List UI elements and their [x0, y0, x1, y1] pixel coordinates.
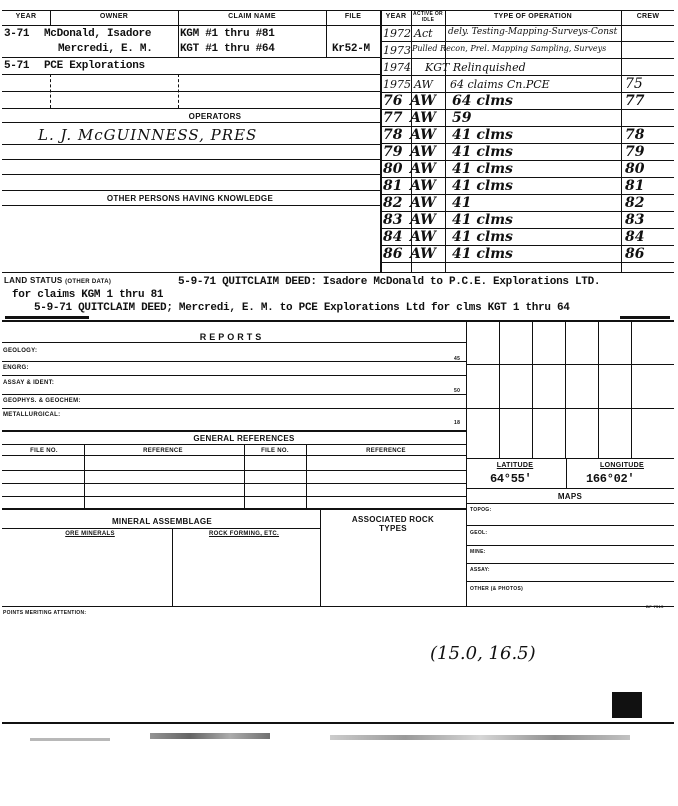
op-7-type: 41 clms	[452, 127, 513, 143]
op-4-crew: 75	[625, 76, 643, 92]
op-8-active: AW	[410, 144, 436, 160]
scan-smudge-1	[150, 733, 270, 739]
scan-smudge-3	[30, 738, 110, 741]
op-2-year: 1973	[383, 44, 411, 57]
reports-assay-num: 50	[454, 388, 461, 394]
owner-row-2-file: Kr52-M	[332, 43, 370, 55]
op-4-type: 64 claims Cn.PCE	[450, 78, 550, 91]
longitude-label: LONGITUDE	[600, 462, 644, 469]
op-6-type: 59	[452, 110, 472, 126]
owner-row-1-owner: McDonald, Isadore	[44, 28, 152, 40]
op-12-year: 83	[383, 212, 403, 228]
gen-ref-file-no-1: FILE NO.	[30, 448, 58, 454]
op-1-type: dely. Testing-Mapping-Surveys-Const	[448, 27, 618, 37]
land-status-line3: 5-9-71 QUITCLAIM DEED; Mercredi, E. M. to PCE Explorations Ltd for clms KGT 1 thru 64	[34, 302, 570, 314]
op-10-active: AW	[410, 178, 436, 194]
rock-forming-label: ROCK FORMING, ETC.	[208, 531, 280, 537]
reports-geology-num: 45	[454, 356, 461, 362]
op-6-year: 77	[383, 110, 403, 126]
gen-ref-file-no-2: FILE NO.	[261, 448, 289, 454]
op-1-year: 1972	[383, 27, 411, 40]
op-11-year: 82	[383, 195, 403, 211]
op-2-type: Pulled Recon, Prel. Mapping Sampling, Surveys	[412, 44, 607, 53]
op-13-active: AW	[410, 229, 436, 245]
form-number: BP 7515	[646, 604, 664, 609]
redaction-bar-right	[620, 316, 670, 319]
op-13-type: 41 clms	[452, 229, 513, 245]
other-persons-label: OTHER PERSONS HAVING KNOWLEDGE	[106, 194, 274, 203]
op-1-active: Act	[414, 27, 433, 40]
gen-ref-reference-1: REFERENCE	[143, 448, 183, 454]
op-11-type: 41	[452, 195, 472, 211]
maps-assay: ASSAY:	[470, 567, 490, 573]
op-5-active: AW	[410, 93, 436, 109]
maps-title: MAPS	[557, 492, 583, 501]
op-11-crew: 82	[625, 195, 645, 211]
op-4-active: AW	[414, 78, 433, 91]
op-5-year: 76	[383, 93, 403, 109]
op-12-active: AW	[410, 212, 436, 228]
header-claim-name: CLAIM NAME	[228, 13, 276, 20]
header-crew: CREW	[636, 13, 660, 20]
mineral-assemblage-title: MINERAL ASSEMBLAGE	[111, 517, 213, 526]
latitude-label: LATITUDE	[496, 462, 534, 469]
op-8-type: 41 clms	[452, 144, 513, 160]
gen-ref-reference-2: REFERENCE	[366, 448, 406, 454]
operators-label: OPERATORS	[188, 112, 242, 121]
maps-mine: MINE:	[470, 549, 486, 555]
points-meriting-attention: POINTS MERITING ATTENTION:	[3, 610, 87, 616]
reports-geology: GEOLOGY:	[3, 348, 38, 354]
header-active-or-idle: ACTIVE OR IDLE	[413, 11, 443, 23]
op-9-type: 41 clms	[452, 161, 513, 177]
scan-mark-square	[612, 692, 642, 718]
op-3-year: 1974	[383, 61, 411, 74]
op-5-crew: 77	[625, 93, 645, 109]
scan-smudge-2	[330, 735, 630, 740]
op-14-active: AW	[410, 246, 436, 262]
land-status-line2: for claims KGM 1 thru 81	[12, 289, 164, 301]
general-references-title: GENERAL REFERENCES	[193, 434, 295, 443]
op-13-year: 84	[383, 229, 403, 245]
op-12-crew: 83	[625, 212, 645, 228]
op-10-type: 41 clms	[452, 178, 513, 194]
op-10-year: 81	[383, 178, 403, 194]
reports-metallurgical: METALLURGICAL:	[3, 412, 61, 418]
owner-row-1-year: 3-71	[4, 28, 30, 40]
header-type-of-operation: TYPE OF OPERATION	[493, 13, 573, 20]
op-14-type: 41 clms	[452, 246, 513, 262]
associated-rock-types: ASSOCIATED ROCK TYPES	[351, 515, 435, 533]
reports-assay: ASSAY & IDENT:	[3, 380, 55, 386]
op-11-active: AW	[410, 195, 436, 211]
maps-geol: GEOL:	[470, 530, 488, 536]
op-9-crew: 80	[625, 161, 645, 177]
op-4-year: 1975	[383, 78, 411, 91]
header-file: FILE	[344, 13, 362, 20]
longitude-value: 166°02'	[586, 472, 635, 486]
redaction-bar-left	[5, 316, 89, 319]
op-7-active: AW	[410, 127, 436, 143]
reports-metallurgical-num: 18	[454, 420, 461, 426]
op-14-year: 86	[383, 246, 403, 262]
owner-row-3-owner: PCE Explorations	[44, 60, 145, 72]
owner-row-3-year: 5-71	[4, 60, 30, 72]
op-9-active: AW	[410, 161, 436, 177]
owner-row-2-owner: Mercredi, E. M.	[58, 43, 153, 55]
op-5-type: 64 clms	[452, 93, 513, 109]
operators-value: L. J. McGUINNESS, PRES	[38, 126, 258, 144]
op-7-crew: 78	[625, 127, 645, 143]
op-14-crew: 86	[625, 246, 645, 262]
header-year-ops: YEAR	[385, 13, 407, 20]
coords-note: (15.0, 16.5)	[430, 643, 536, 664]
op-8-year: 79	[383, 144, 403, 160]
op-9-year: 80	[383, 161, 403, 177]
reports-geophys: GEOPHYS. & GEOCHEM:	[3, 398, 81, 404]
reports-engrg: ENGRG:	[3, 365, 29, 371]
land-status-line1: 5-9-71 QUITCLAIM DEED: Isadore McDonald to P.C.E. Explorations LTD.	[178, 276, 601, 288]
ore-minerals-label: ORE MINERALS	[65, 531, 115, 537]
latitude-value: 64°55'	[490, 472, 532, 486]
op-12-type: 41 clms	[452, 212, 513, 228]
op-3-type: KGT Relinquished	[425, 61, 526, 74]
header-owner: OWNER	[99, 13, 129, 20]
owner-row-2-claim: KGT #1 thru #64	[180, 43, 275, 55]
header-year: YEAR	[15, 13, 37, 20]
op-6-active: AW	[410, 110, 436, 126]
op-13-crew: 84	[625, 229, 645, 245]
op-7-year: 78	[383, 127, 403, 143]
op-8-crew: 79	[625, 144, 645, 160]
maps-topog: TOPOG:	[470, 507, 492, 513]
land-status-label: LAND STATUS (OTHER DATA)	[4, 276, 112, 285]
op-10-crew: 81	[625, 178, 645, 194]
reports-title: REPORTS	[199, 332, 265, 342]
maps-other: OTHER (& PHOTOS)	[470, 586, 524, 592]
owner-row-1-claim: KGM #1 thru #81	[180, 28, 275, 40]
